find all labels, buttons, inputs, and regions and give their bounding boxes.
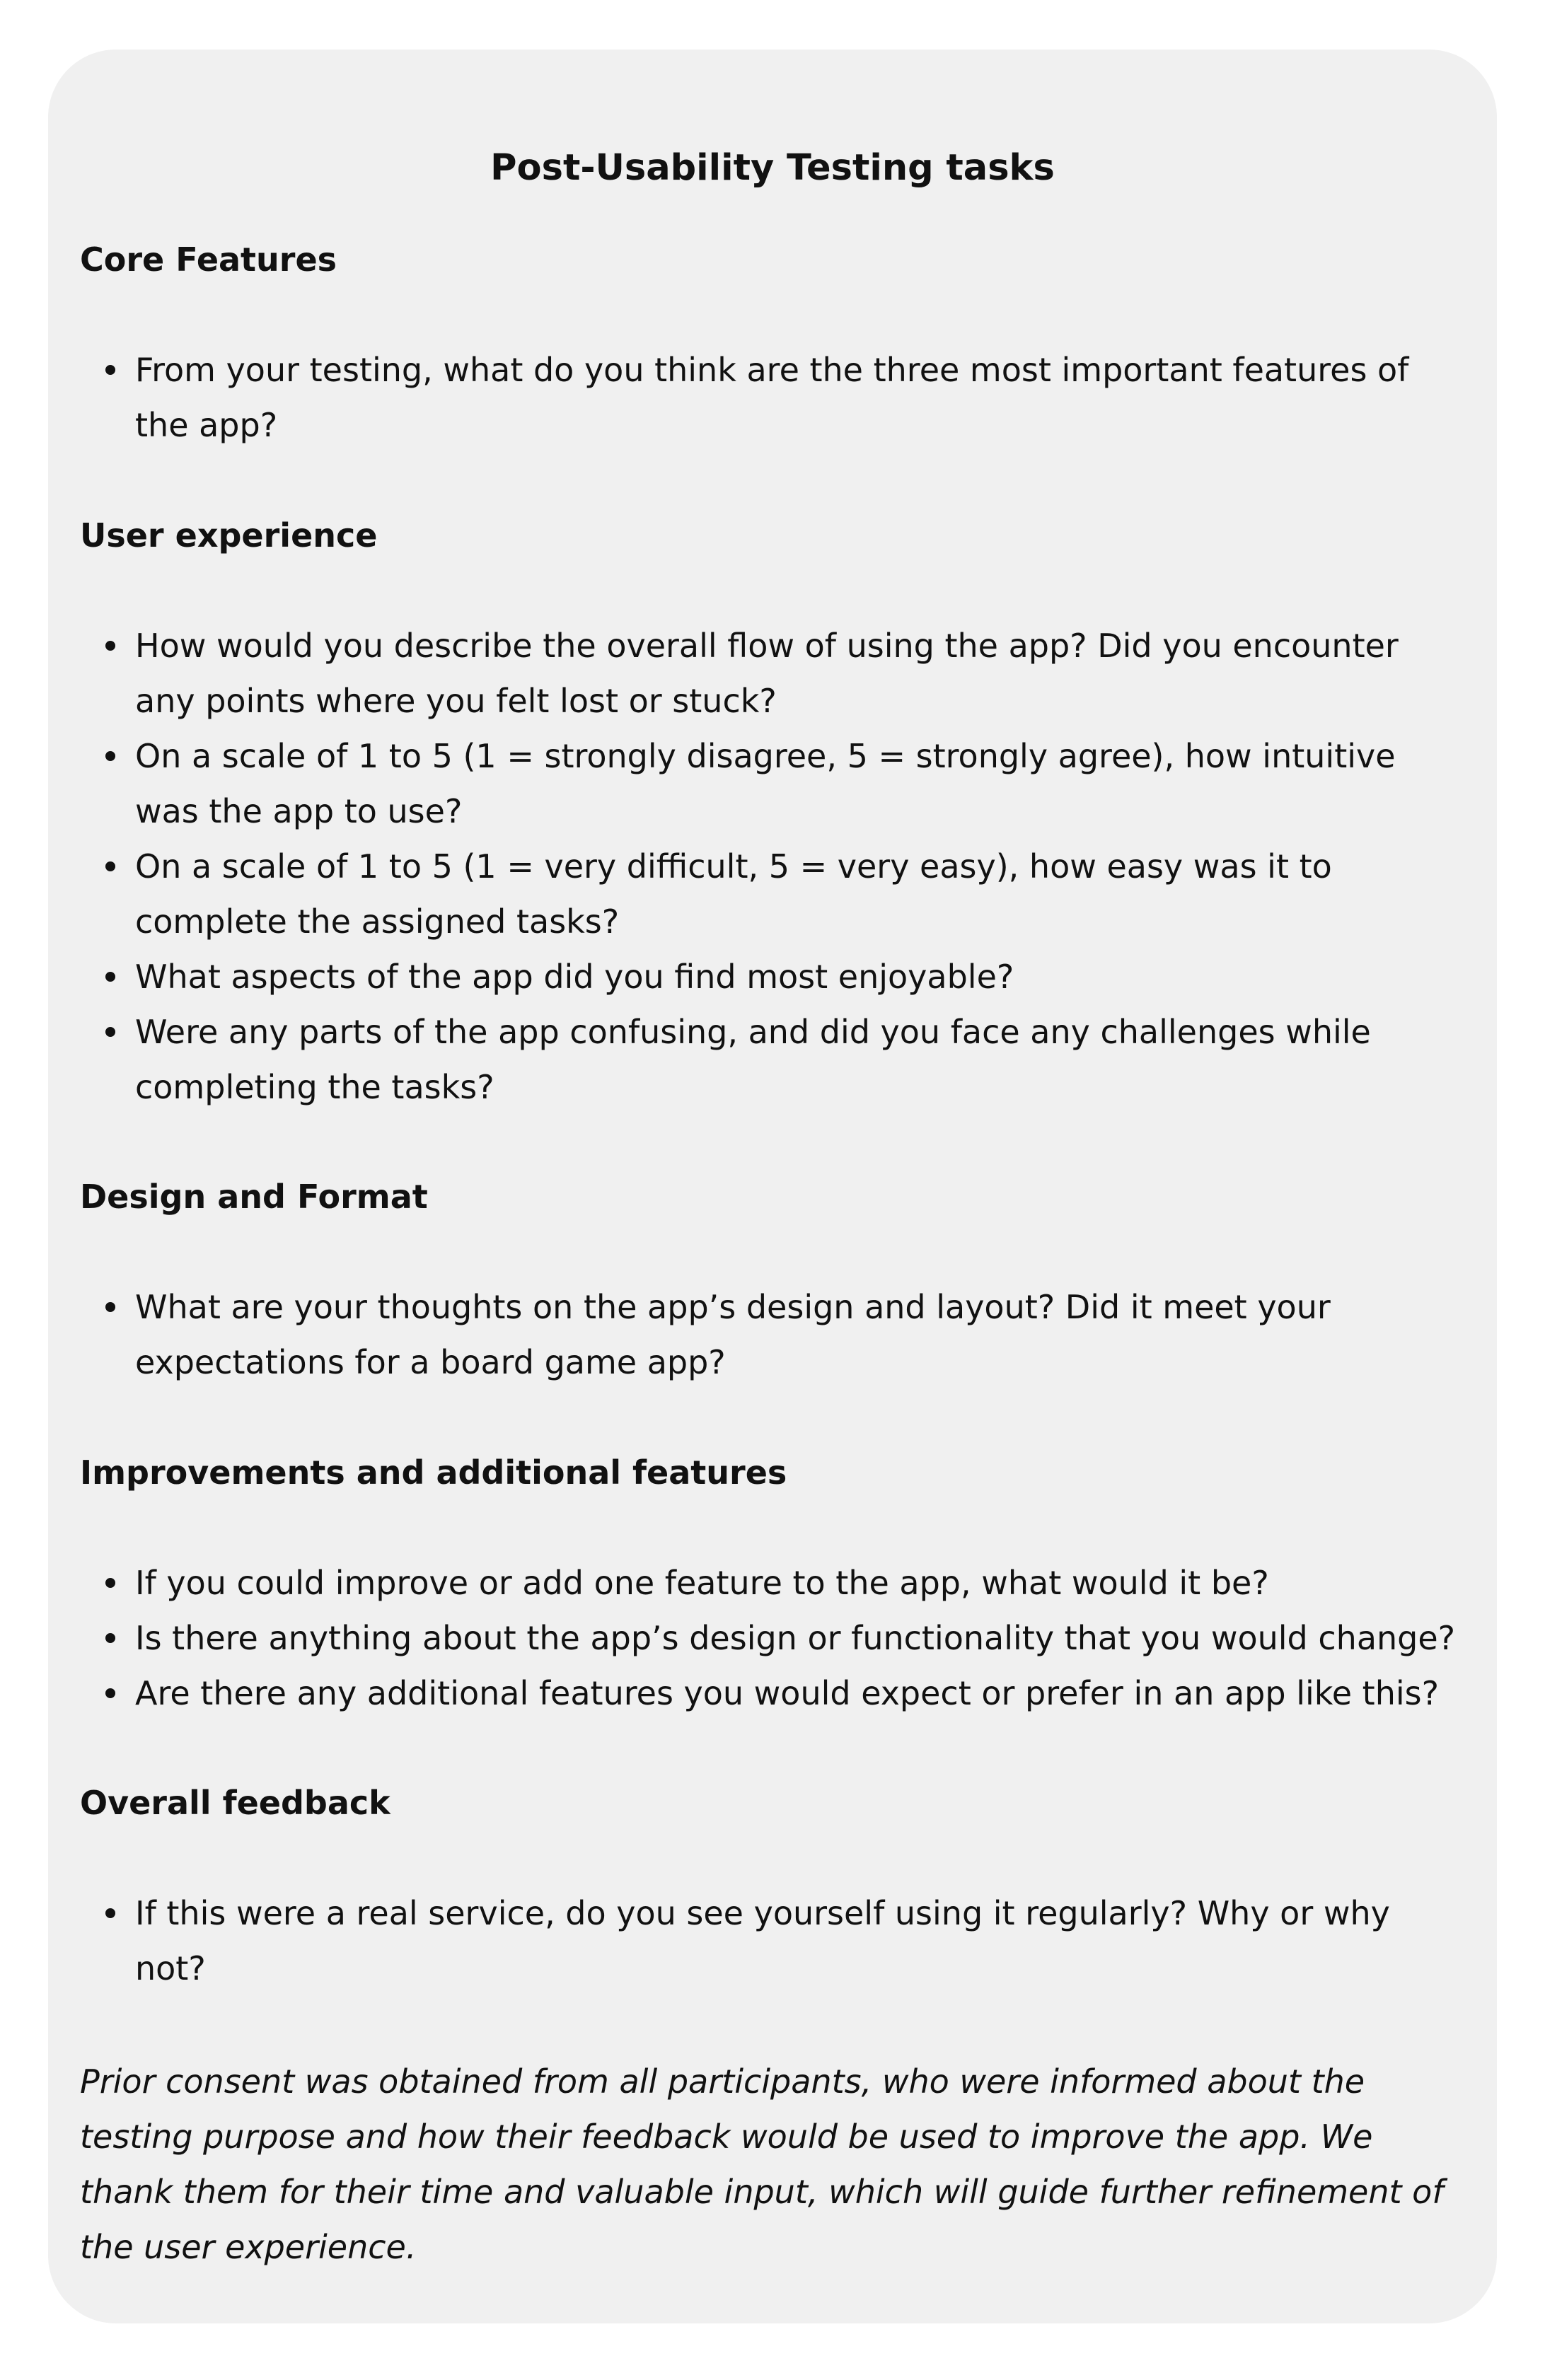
section-heading-user-experience: User experience (80, 516, 378, 555)
task-card (48, 50, 1497, 2323)
list-item: What aspects of the app did you find most enjoyable? (80, 949, 1466, 1004)
overall-feedback-list (80, 1886, 1466, 1996)
list-item: What are your thoughts on the app’s design and layout? Did it meet your expectations for a board game app? (80, 1279, 1466, 1390)
list-item: Is there anything about the app’s design or functionality that you would change? (80, 1610, 1466, 1666)
bullet-icon (105, 1027, 115, 1037)
section-heading-design-and-format: Design and Format (80, 1178, 428, 1216)
bullet-icon (105, 1908, 115, 1918)
section-heading-overall-feedback: Overall feedback (80, 1784, 390, 1822)
bullet-icon (105, 641, 115, 651)
bullet-icon (105, 1302, 115, 1312)
bullet-icon (105, 1688, 115, 1698)
list-item: On a scale of 1 to 5 (1 = strongly disagree, 5 = strongly agree), how intuitive was the app to use? (80, 728, 1466, 839)
list-item: From your testing, what do you think are the three most important features of the app? (80, 342, 1466, 453)
list-item: Were any parts of the app confusing, and did you face any challenges while completing the tasks? (80, 1004, 1466, 1115)
list-item: Are there any additional features you would expect or prefer in an app like this? (80, 1666, 1466, 1721)
bullet-icon (105, 751, 115, 761)
bullet-icon (105, 1633, 115, 1643)
design-and-format-list (80, 1279, 1466, 1390)
core-features-list (80, 342, 1466, 453)
section-heading-improvements: Improvements and additional features (80, 1453, 787, 1492)
bullet-icon (105, 861, 115, 871)
bullet-icon (105, 972, 115, 982)
list-item: How would you describe the overall flow of using the app? Did you encounter any points where you felt lost or stuck? (80, 618, 1466, 728)
bullet-icon (105, 1578, 115, 1588)
bullet-icon (105, 365, 115, 375)
list-item: On a scale of 1 to 5 (1 = very difficult, 5 = very easy), how easy was it to complete the assigned tasks? (80, 839, 1466, 949)
section-heading-core-features: Core Features (80, 240, 337, 279)
user-experience-list (80, 618, 1466, 1115)
consent-note: Prior consent was obtained from all participants, who were informed about the testing purpose and how their feedback would be used to improve the app. We thank them for their time and valuable input, which will guide further refinement of the user experience. (80, 2062, 1444, 2266)
page-title: Post-Usability Testing tasks (490, 147, 1055, 189)
list-item: If you could improve or add one feature to the app, what would it be? (80, 1555, 1466, 1610)
list-item: If this were a real service, do you see yourself using it regularly? Why or why not? (80, 1886, 1466, 1996)
improvements-list (80, 1555, 1466, 1721)
